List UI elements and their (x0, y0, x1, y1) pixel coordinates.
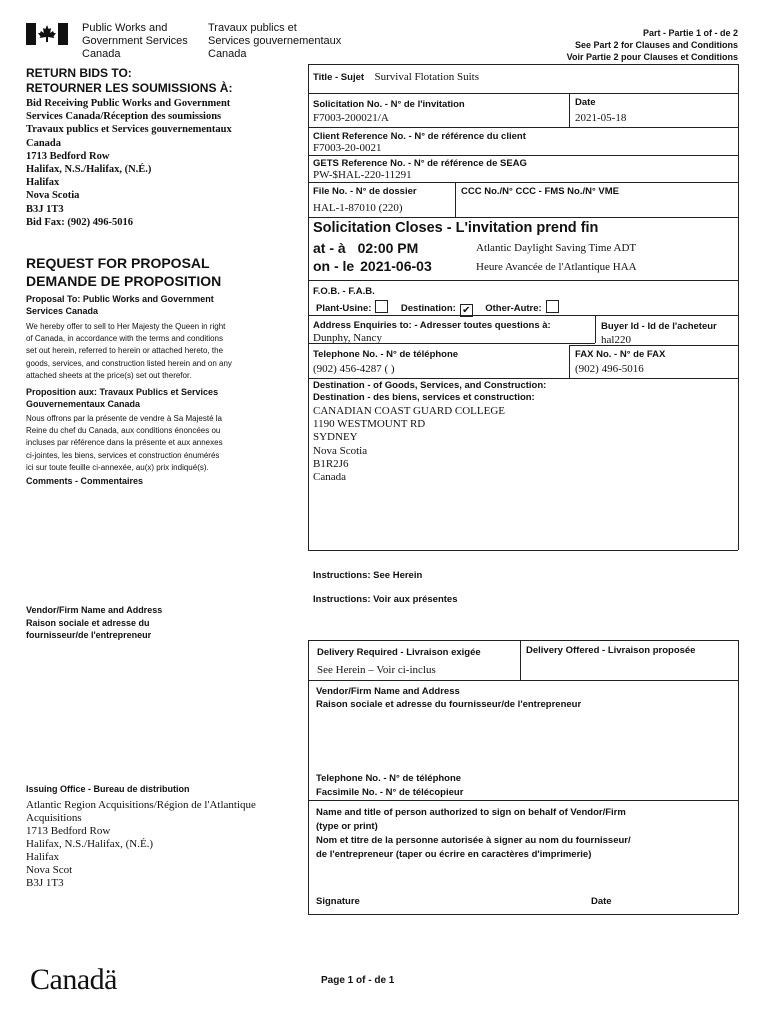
destination-block-value: CANADIAN COAST GUARD COLLEGE 1190 WESTMOUNT RD SYDNEY Nova Scotia B1R2J6 Canada (313, 405, 505, 484)
destination-label: Destination: (400, 303, 456, 314)
fax-value: (902) 496-5016 (575, 363, 644, 375)
solicitation-label: Solicitation No. - N° de l'invitation (313, 99, 465, 110)
gets-ref-value: PW-$HAL-220-11291 (313, 169, 412, 181)
at-label: at - à (313, 240, 346, 256)
telephone-label: Telephone No. - N° de téléphone (313, 349, 459, 360)
file-no-value: HAL-1-87010 (220) (313, 202, 403, 214)
rfp-fr: DEMANDE DE PROPOSITION (26, 273, 222, 289)
solicitation-value: F7003-200021/A (313, 112, 389, 124)
return-bids-en: RETURN BIDS TO: (26, 66, 132, 80)
canada-flag-logo (26, 23, 68, 45)
enquiries-value: Dunphy, Nancy (313, 332, 382, 344)
date-label: Date (575, 97, 596, 108)
part-indicator (567, 27, 738, 63)
plant-label: Plant-Usine: (316, 303, 372, 314)
instructions-en: Instructions: See Herein (313, 570, 423, 581)
close-time (313, 240, 418, 256)
timezone-fr: Heure Avancée de l'Atlantique HAA (476, 261, 637, 273)
title-value: Survival Flotation Suits (374, 71, 479, 83)
phone-fax-label: Telephone No. - N° de téléphone Facsimile No. - N° de télécopieur (316, 773, 464, 798)
gets-ref-label: GETS Reference No. - N° de référence de SEAG (313, 158, 527, 169)
part-line-1: Part - Partie 1 of - de 2 (642, 28, 738, 38)
destination-block-label: Destination - of Goods, Services, and Construction: Destination - des biens, services et construction: (313, 380, 547, 403)
buyer-id-label: Buyer Id - Id de l'acheteur (601, 321, 717, 332)
ccc-label: CCC No./N° CCC - FMS No./N° VME (461, 186, 620, 197)
issuing-office-address: Atlantic Region Acquisitions/Région de l'Atlantique Acquisitions 1713 Bedford Row Halifax, N.S./Halifax, (N.É.) Halifax Nova Scot B3J 1T3 (26, 799, 256, 889)
issuing-office-label: Issuing Office - Bureau de distribution (26, 784, 190, 794)
title-label: Title - Sujet (313, 72, 365, 83)
delivery-required-label: Delivery Required - Livraison exigée (317, 647, 481, 658)
rfp-en: REQUEST FOR PROPOSAL (26, 255, 210, 271)
fax-label: FAX No. - N° de FAX (575, 349, 666, 360)
dept-en-line-3: Canada (82, 48, 121, 60)
dept-fr-line-2: Services gouvernementaux (208, 35, 342, 47)
canada-wordmark: Canadä (30, 963, 117, 996)
plant-checkbox[interactable] (375, 300, 388, 313)
department-name-fr (208, 22, 341, 61)
client-ref-label: Client Reference No. - N° de référence du client (313, 131, 526, 142)
return-bids-heading (26, 66, 232, 96)
other-label: Other-Autre: (485, 303, 542, 314)
instructions-fr: Instructions: Voir aux présentes (313, 594, 458, 605)
page-number: Page 1 of - de 1 (321, 975, 395, 986)
signature-label: Signature (316, 896, 360, 907)
proposal-to-label: Proposal To: Public Works and Government Services Canada (26, 294, 214, 316)
delivery-offered-label: Delivery Offered - Livraison proposée (526, 645, 696, 656)
destination-checkbox[interactable]: ✔ (460, 304, 473, 317)
on-label: on - le (313, 258, 355, 274)
part-line-2: See Part 2 for Clauses and Conditions (574, 40, 738, 50)
return-address: Bid Receiving Public Works and Government Services Canada/Réception des soumissions Travaux publics et Services gouvernementaux Canada 1713 Bedford Row Halifax, N.S./Halifax, (N.É.) Halifax Nova Scotia B3J 1T3 Bid Fax: (902) 496-5016 (26, 98, 232, 228)
client-ref-value: F7003-20-0021 (313, 142, 382, 154)
timezone-en: Atlantic Daylight Saving Time ADT (476, 242, 637, 254)
file-no-label: File No. - N° de dossier (313, 186, 417, 197)
return-bids-fr: RETOURNER LES SOUMISSIONS À: (26, 81, 233, 95)
signature-date-label: Date (591, 896, 612, 907)
fob-label: F.O.B. - F.A.B. (313, 286, 375, 297)
close-date (313, 258, 432, 274)
telephone-value: (902) 456-4287 ( ) (313, 363, 395, 375)
buyer-id-value: hal220 (601, 334, 631, 346)
title-field (313, 67, 479, 85)
dept-fr-line-1: Travaux publics et (208, 22, 297, 34)
comments-label: Comments - Commentaires (26, 476, 144, 486)
rfp-heading (26, 254, 221, 290)
department-name-en (82, 22, 188, 61)
dept-en-line-1: Public Works and (82, 22, 168, 34)
enquiries-label: Address Enquiries to: - Adresser toutes questions à: (313, 320, 551, 331)
other-checkbox[interactable] (546, 300, 559, 313)
proposal-to-text: We hereby offer to sell to Her Majesty the Queen in right of Canada, in accordance with the terms and conditions set out herein, referred to herein or attached hereto, the goods, services, and construction listed herein and on any attached sheets at the price(s) set out therefor. (26, 322, 232, 380)
dept-en-line-2: Government Services (82, 35, 188, 47)
part-line-3: Voir Partie 2 pour Clauses et Conditions (566, 52, 738, 62)
delivery-required-value: See Herein – Voir ci-inclus (317, 664, 436, 676)
time-value: 02:00 PM (357, 240, 419, 256)
vendor-firm-label-right: Vendor/Firm Name and Address Raison sociale et adresse du fournisseur/de l'entrepreneur (316, 686, 582, 710)
solicitation-closes-title: Solicitation Closes - L'invitation prend fin (313, 220, 599, 236)
close-date-value: 2021-06-03 (360, 258, 432, 274)
proposition-label: Proposition aux: Travaux Publics et Services Gouvernementaux Canada (26, 387, 219, 409)
vendor-firm-label-left: Vendor/Firm Name and Address Raison sociale et adresse du fournisseur/de l'entrepreneur (26, 605, 163, 640)
proposition-text: Nous offrons par la présente de vendre à Sa Majesté la Reine du chef du Canada, aux conditions énoncées ou incluses par référence dans la présente et aux annexes ci-jointes, les biens, services et construction énumérés ici sur toute feuille ci-annexée, au(x) prix indiqué(s). (26, 414, 223, 472)
dept-fr-line-3: Canada (208, 48, 247, 60)
date-value: 2021-05-18 (575, 112, 627, 124)
authorized-signer-label: Name and title of person authorized to sign on behalf of Vendor/Firm (type or print) Nom et titre de la personne autorisée à signer au nom du fournisseur/ de l'entrepreneur (taper ou écrire en caractères d'imprimerie) (316, 807, 631, 860)
